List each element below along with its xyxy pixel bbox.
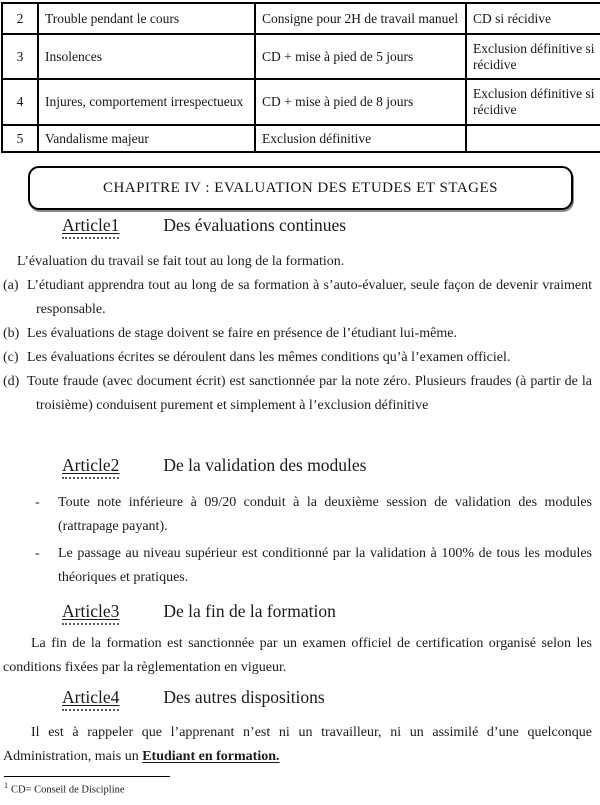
footnote: [4, 781, 584, 796]
list-item-a: [3, 274, 592, 322]
article3-title: De la fin de la formation: [163, 601, 336, 621]
list-item-text: Les évaluations de stage doivent se faire en présence de l’étudiant lui-même.: [27, 326, 457, 341]
sanction-cell: CD + mise à pied de 8 jours: [255, 79, 466, 125]
footnote-marker: 1: [4, 781, 8, 790]
table-row: [2, 79, 600, 125]
article1-label: Article1: [62, 215, 119, 239]
sanction-cell: Consigne pour 2H de travail manuel: [255, 3, 466, 34]
footnote-separator: [4, 776, 170, 777]
list-marker: (c): [3, 350, 19, 365]
offense-cell: Insolences: [38, 34, 255, 79]
article3-heading: [62, 601, 590, 625]
chapter-title: CHAPITRE IV : EVALUATION DES ETUDES ET STAGES: [102, 179, 499, 196]
list-marker: (b): [3, 326, 20, 341]
article4-heading: [62, 687, 590, 711]
article3-paragraph: La fin de la formation est sanctionnée par un examen officiel de certification organisé selon les conditions fixées par la règlementation en vigueur.: [3, 636, 592, 675]
row-number-cell: 5: [2, 125, 38, 152]
article1-title: Des évaluations continues: [163, 215, 347, 235]
lettered-list: [3, 274, 592, 418]
article1-heading: [62, 215, 590, 239]
table-row: [2, 34, 600, 79]
list-item-text: Toute note inférieure à 09/20 conduit à la deuxième session de validation des modules (rattrapage payant).: [58, 495, 592, 534]
list-marker: (d): [3, 374, 20, 389]
dash-list: [35, 491, 592, 593]
offense-cell: Vandalisme majeur: [38, 125, 255, 152]
recidive-cell: CD si récidive: [466, 3, 600, 34]
list-item-text: L’étudiant apprendra tout au long de sa formation à s’auto-évaluer, seule façon de devenir vraiment responsable.: [27, 278, 592, 317]
list-item: [35, 542, 592, 590]
offense-cell: Injures, comportement irrespectueux: [38, 79, 255, 125]
list-marker: (a): [3, 278, 19, 293]
article1-intro-paragraph: L’évaluation du travail se fait tout au long de la formation.: [17, 254, 345, 269]
list-item: [35, 491, 592, 539]
article4-paragraph: [3, 721, 592, 769]
article2-title: De la validation des modules: [163, 455, 367, 475]
discipline-sanctions-table: [1, 2, 600, 153]
article3-label: Article3: [62, 601, 119, 625]
article4-paragraph-lead: Il est à rappeler que l’apprenant n’est ni un travailleur, ni un assimilé d’une quelconque Administration, mais un: [3, 725, 592, 764]
article2-label: Article2: [62, 455, 119, 479]
article4-title: Des autres dispositions: [163, 687, 325, 707]
dash-marker: -: [35, 546, 40, 561]
list-item-b: [3, 322, 592, 346]
list-item-text: Le passage au niveau supérieur est conditionné par la validation à 100% de tous les modules théoriques et pratiques.: [58, 546, 592, 585]
article4-paragraph-emphasis: Etudiant en formation.: [142, 749, 280, 764]
recidive-cell: Exclusion définitive si récidive: [466, 79, 600, 125]
row-number-cell: 3: [2, 34, 38, 79]
chapter-heading-box: [28, 166, 573, 210]
list-item-c: [3, 346, 592, 370]
list-item-text: Toute fraude (avec document écrit) est sanctionnée par la note zéro. Plusieurs fraudes (à partir de la troisième) conduisent purement et simplement à l’exclusion définitive: [27, 374, 592, 413]
footnote-text: CD= Conseil de Discipline: [11, 784, 125, 796]
row-number-cell: 4: [2, 79, 38, 125]
dash-marker: -: [35, 495, 40, 510]
article4-label: Article4: [62, 687, 119, 711]
row-number-cell: 2: [2, 3, 38, 34]
offense-cell: Trouble pendant le cours: [38, 3, 255, 34]
list-item-text: Les évaluations écrites se déroulent dans les mêmes conditions qu’à l’examen officiel.: [27, 350, 511, 365]
table-row: [2, 125, 600, 152]
recidive-cell: [466, 125, 600, 152]
table-row: [2, 3, 600, 34]
recidive-cell: Exclusion définitive si récidive: [466, 34, 600, 79]
list-item-d: [3, 370, 592, 418]
article2-heading: [62, 455, 590, 479]
sanction-cell: CD + mise à pied de 5 jours: [255, 34, 466, 79]
sanction-cell: Exclusion définitive: [255, 125, 466, 152]
